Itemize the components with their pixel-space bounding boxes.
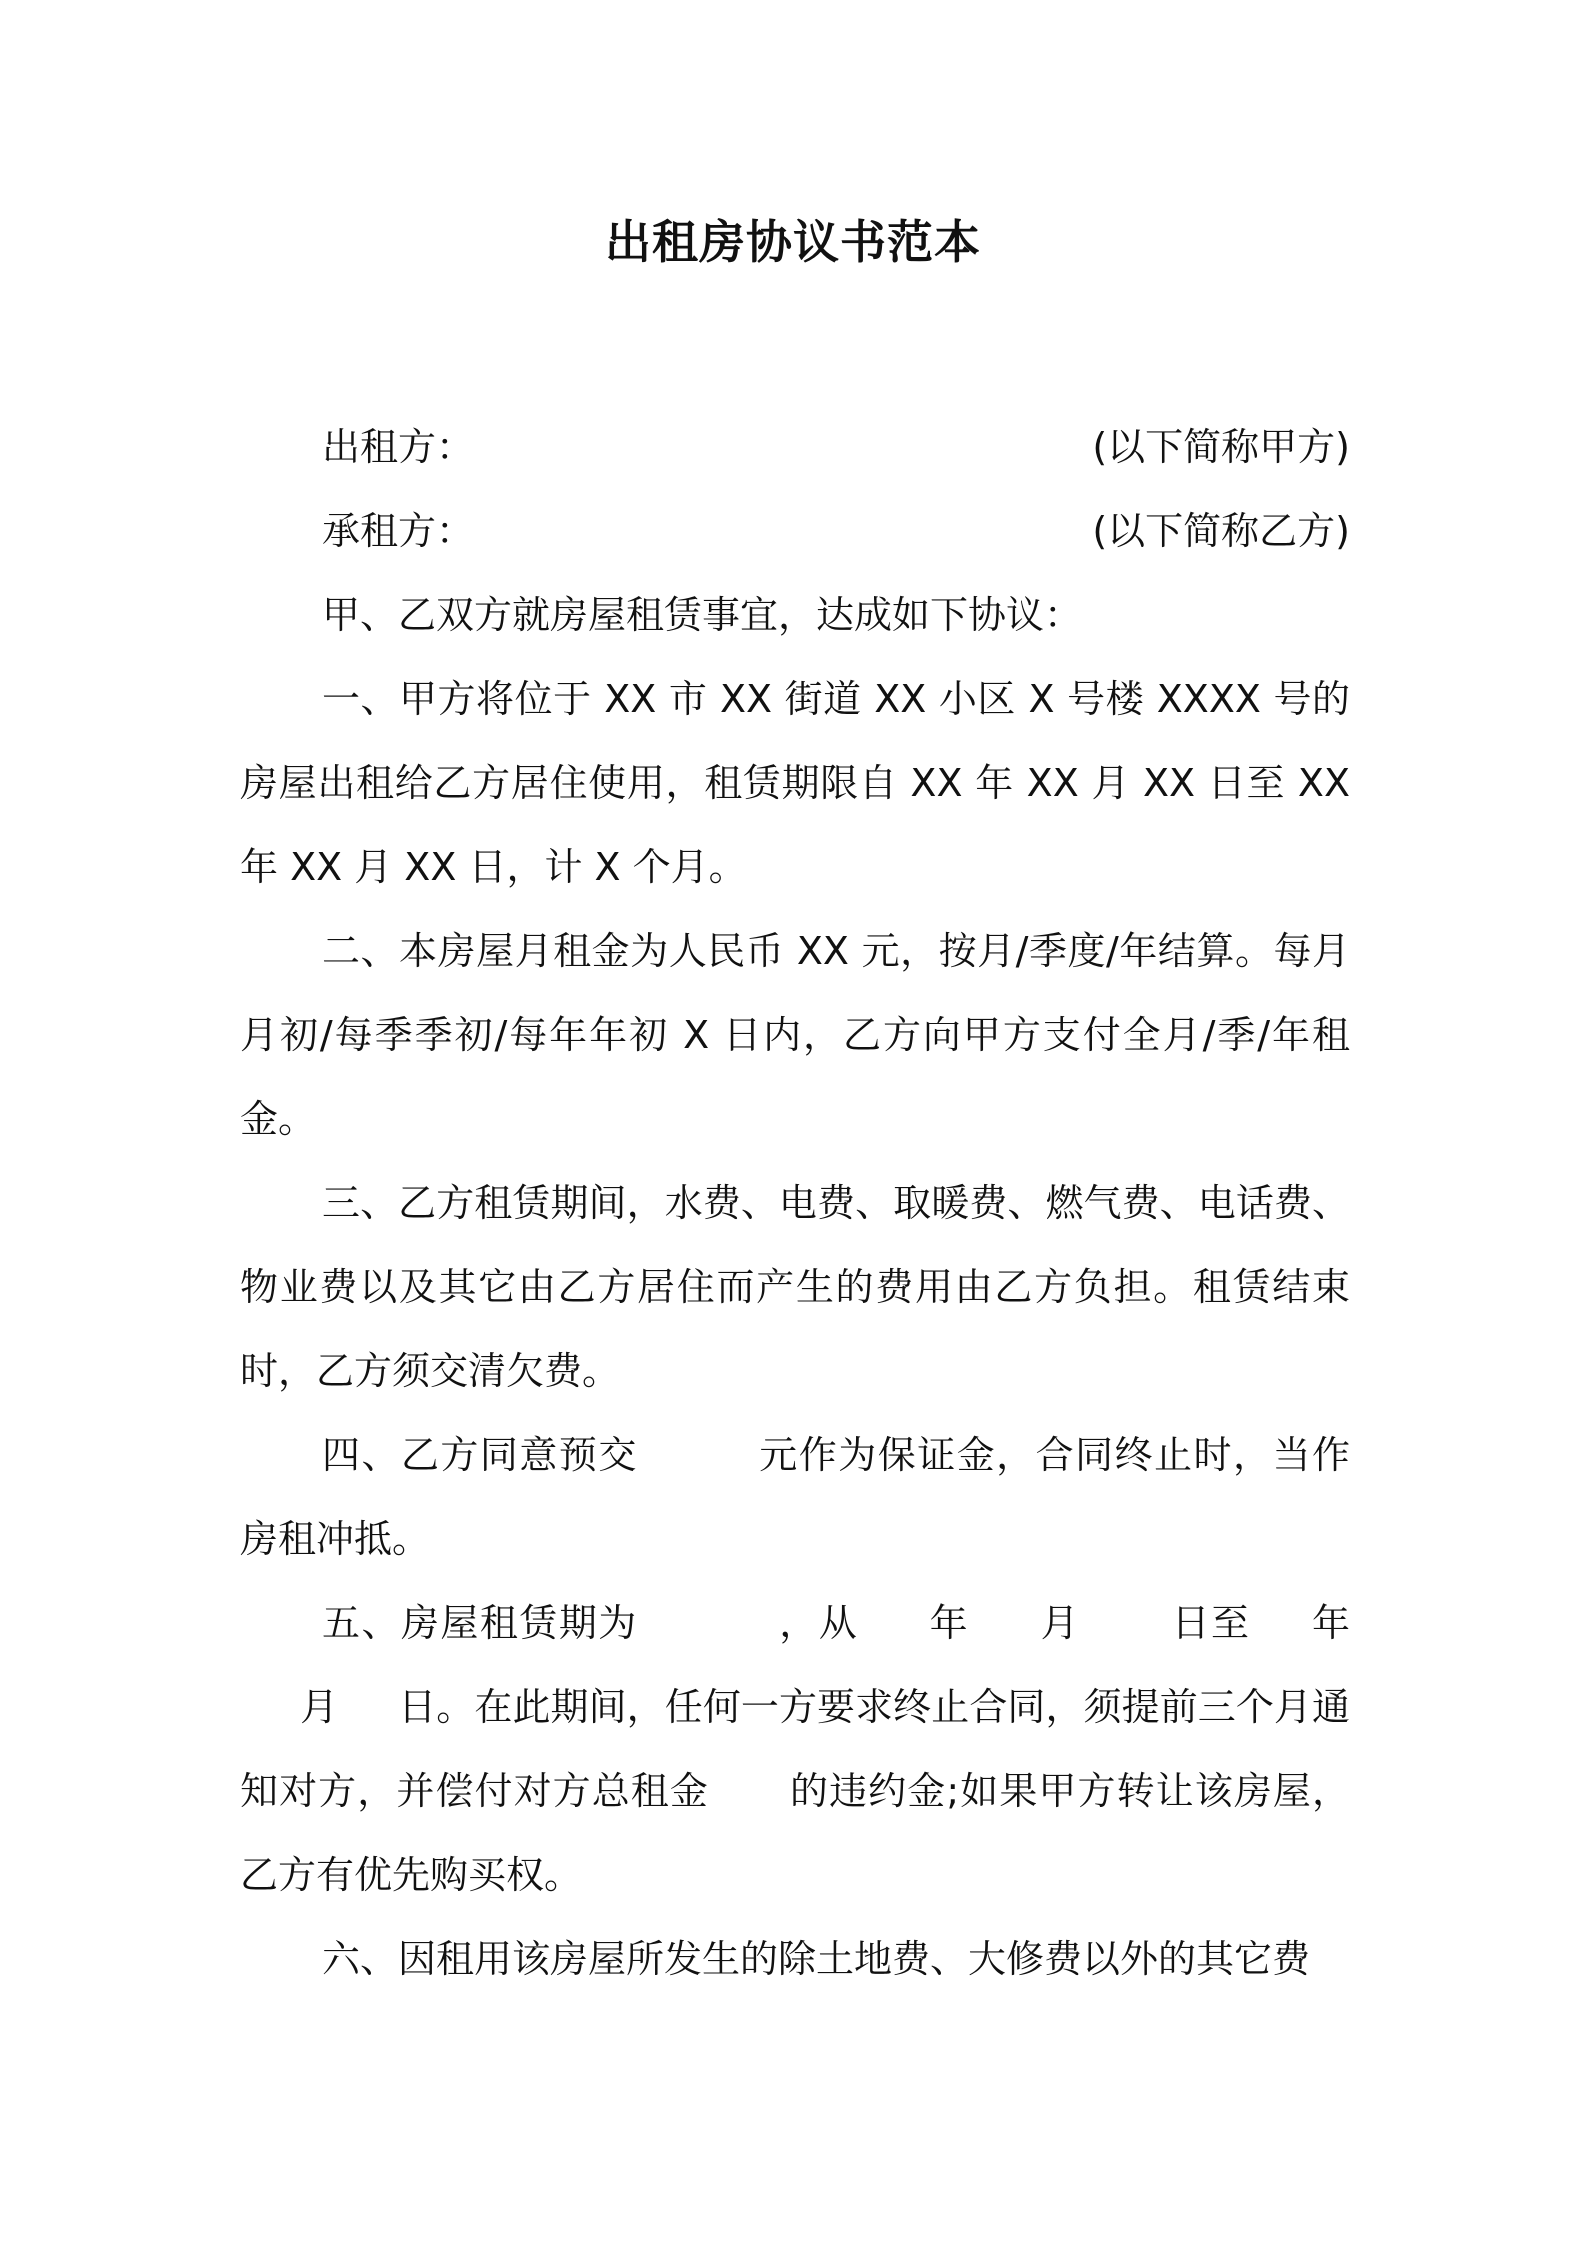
clause-5-day-to: 日至 xyxy=(1170,1601,1251,1645)
clause-5-part3: 日。在此期间，任何一方要求终止合同，须提前三个月通知对方，并偿付对方总租金 xyxy=(240,1685,1350,1813)
clause-3: 三、乙方租赁期间，水费、电费、取暖费、燃气费、电话费、物业费以及其它由乙方居住而产生的费用由乙方负担。租赁结束时，乙方须交清欠费。 xyxy=(240,1181,1350,1393)
clause-5-part4: 的违约金;如果甲方转让该房屋，乙方有优先购买权。 xyxy=(240,1769,1350,1897)
clause-5-part2: ，从 xyxy=(777,1601,859,1645)
clause-5-month2: 月 xyxy=(300,1685,339,1729)
clause-5 xyxy=(240,1581,1350,1917)
document-body xyxy=(240,405,1350,2001)
clause-5-part1: 五、房屋租赁期为 xyxy=(322,1601,638,1645)
lessee-note: (以下简称乙方) xyxy=(1092,509,1350,553)
clause-6: 六、因租用该房屋所发生的除土地费、大修费以外的其它费 xyxy=(322,1937,1311,1981)
clause-5-year2: 年 xyxy=(1310,1601,1350,1645)
clause-4-part2: 元作为保证金，合同终止时，当作房租冲抵。 xyxy=(240,1433,1350,1561)
clause-5-year: 年 xyxy=(928,1601,970,1645)
lessee-label: 承租方： xyxy=(322,509,475,553)
clause-2: 二、本房屋月租金为人民币 XX 元，按月/季度/年结算。每月月初/每季季初/每年年初 X 日内，乙方向甲方支付全月/季/年租金。 xyxy=(240,929,1350,1141)
clause-4-part1: 四、乙方同意预交 xyxy=(322,1433,638,1477)
clause-4 xyxy=(240,1413,1350,1581)
clause-1: 一、甲方将位于 XX 市 XX 街道 XX 小区 X 号楼 XXXX 号的房屋出租给乙方居住使用，租赁期限自 XX 年 XX 月 XX 日至 XX 年 XX 月 XX 日，计 X 个月。 xyxy=(240,677,1350,889)
clause-5-month: 月 xyxy=(1039,1601,1081,1645)
document-title: 出租房协议书范本 xyxy=(605,215,981,269)
lessor-note: (以下简称甲方) xyxy=(1092,425,1350,469)
lessee-line xyxy=(240,489,1350,573)
intro-paragraph: 甲、乙双方就房屋租赁事宜，达成如下协议： xyxy=(322,593,1083,637)
lessor-line xyxy=(240,405,1350,489)
lessor-label: 出租方： xyxy=(322,425,475,469)
